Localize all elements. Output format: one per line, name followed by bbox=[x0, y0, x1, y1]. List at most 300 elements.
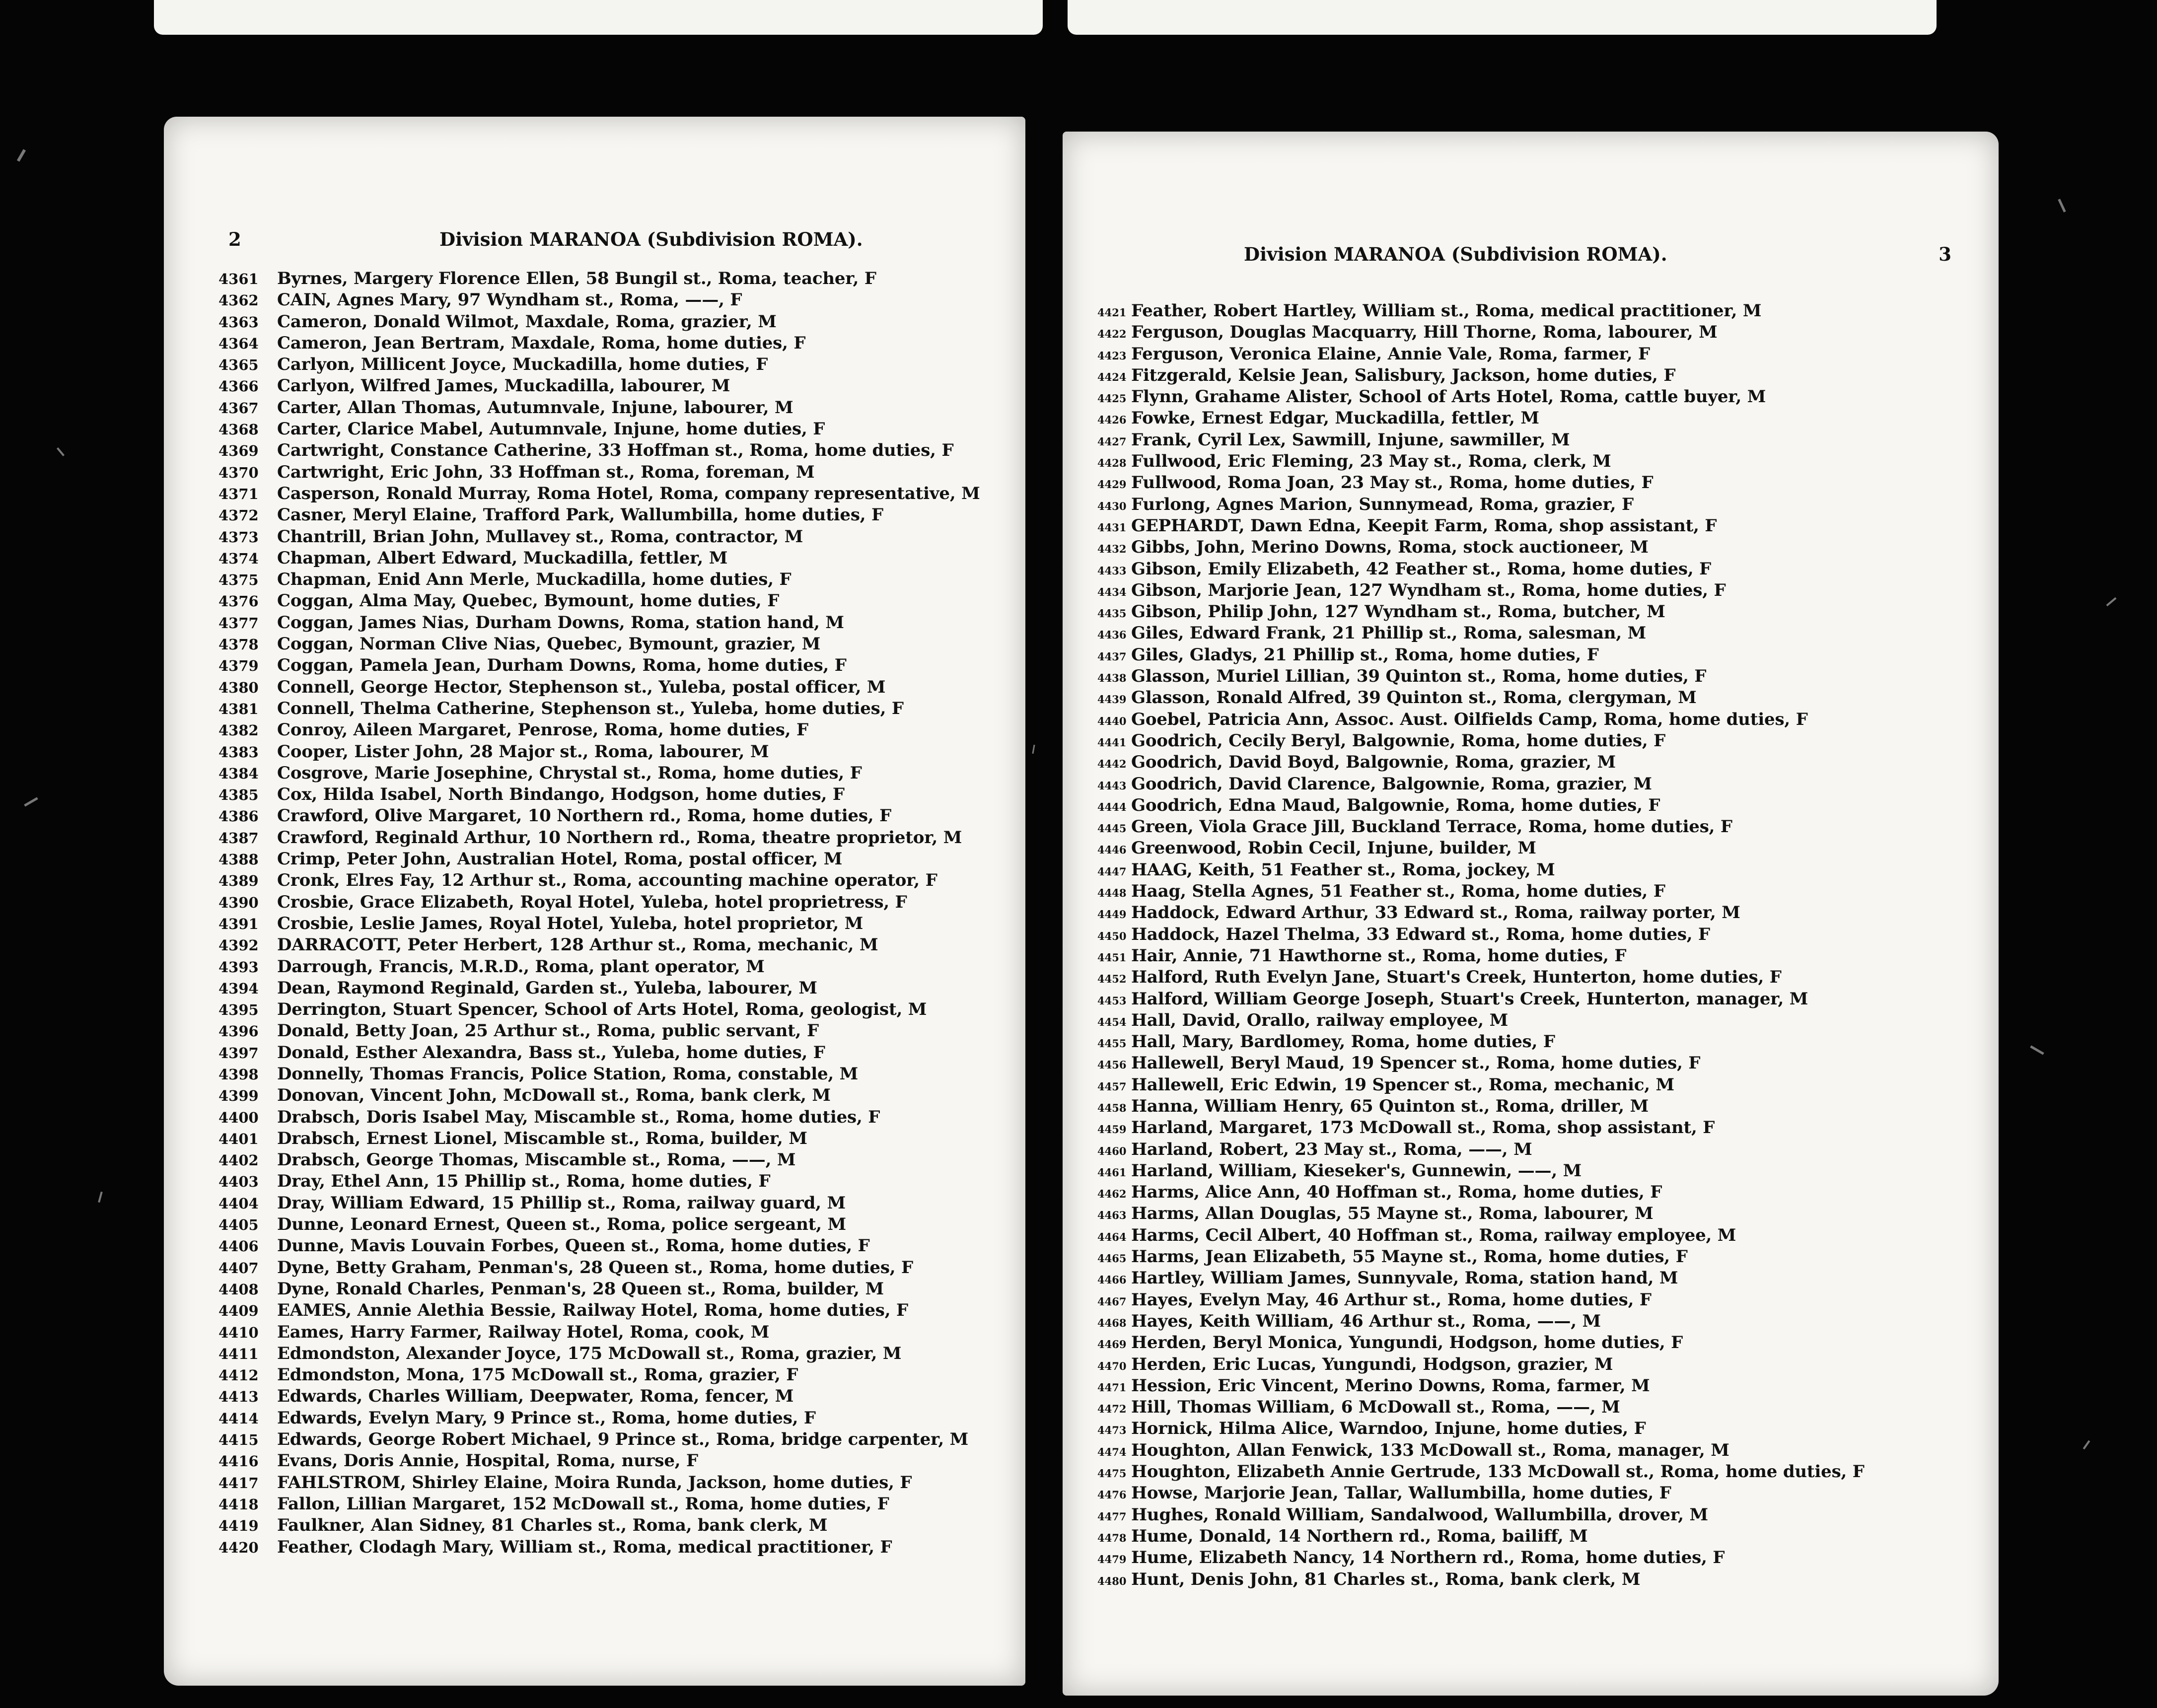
entry-number: 4392 bbox=[218, 937, 259, 954]
elector-entry bbox=[218, 590, 1006, 612]
elector-entry bbox=[1097, 365, 1979, 386]
elector-entry bbox=[1097, 1375, 1979, 1397]
entry-number: 4393 bbox=[218, 958, 259, 976]
entry-number: 4387 bbox=[218, 829, 259, 847]
entry-text: EAMES, Annie Alethia Bessie, Railway Hotel, Roma, home duties, F bbox=[277, 1300, 908, 1321]
top-page-edge-right bbox=[1068, 0, 1937, 35]
entry-number: 4384 bbox=[218, 765, 259, 782]
entry-number: 4474 bbox=[1097, 1445, 1127, 1458]
entry-number: 4389 bbox=[218, 872, 259, 890]
entry-number: 4409 bbox=[218, 1302, 259, 1320]
entry-text: Fullwood, Roma Joan, 23 May st., Roma, home duties, F bbox=[1131, 473, 1654, 493]
elector-entry bbox=[218, 892, 1006, 913]
elector-entry bbox=[1097, 1074, 1979, 1096]
entry-text: Ferguson, Veronica Elaine, Annie Vale, Roma, farmer, F bbox=[1131, 344, 1650, 364]
background-speck bbox=[24, 797, 38, 806]
elector-entry bbox=[1097, 1289, 1979, 1311]
entry-text: Coggan, Pamela Jean, Durham Downs, Roma, home duties, F bbox=[277, 655, 847, 676]
entry-number: 4428 bbox=[1097, 457, 1127, 470]
elector-entry bbox=[218, 419, 1006, 440]
entry-text: Hornick, Hilma Alice, Warndoo, Injune, home duties, F bbox=[1131, 1419, 1646, 1439]
entry-number: 4377 bbox=[218, 614, 259, 632]
entry-number: 4452 bbox=[1097, 973, 1127, 986]
entry-number: 4438 bbox=[1097, 672, 1127, 685]
elector-entry bbox=[1097, 580, 1979, 601]
elector-entry bbox=[218, 1085, 1006, 1106]
entry-text: Connell, George Hector, Stephenson st., Yuleba, postal officer, M bbox=[277, 677, 886, 697]
entry-text: Dunne, Leonard Ernest, Queen st., Roma, police sergeant, M bbox=[277, 1214, 846, 1235]
elector-entry bbox=[218, 1408, 1006, 1429]
entry-number: 4401 bbox=[218, 1130, 259, 1147]
entry-text: FAHLSTROM, Shirley Elaine, Moira Runda, Jackson, home duties, F bbox=[277, 1472, 912, 1493]
elector-entry bbox=[1097, 774, 1979, 795]
entry-text: Edmondston, Mona, 175 McDowall st., Roma, grazier, F bbox=[277, 1365, 798, 1385]
entry-text: Coggan, Norman Clive Nias, Quebec, Bymount, grazier, M bbox=[277, 634, 821, 654]
elector-entry bbox=[218, 934, 1006, 956]
entry-text: Harland, Margaret, 173 McDowall st., Roma, shop assistant, F bbox=[1131, 1118, 1715, 1138]
elector-entry bbox=[218, 1429, 1006, 1450]
elector-entry bbox=[218, 1515, 1006, 1536]
entry-text: Crawford, Olive Margaret, 10 Northern rd., Roma, home duties, F bbox=[277, 806, 892, 826]
entry-text: Hayes, Evelyn May, 46 Arthur st., Roma, home duties, F bbox=[1131, 1289, 1652, 1310]
elector-entry bbox=[218, 1257, 1006, 1279]
elector-entry bbox=[218, 440, 1006, 461]
entry-text: Hume, Donald, 14 Northern rd., Roma, bailiff, M bbox=[1131, 1526, 1588, 1546]
elector-entry bbox=[1097, 1096, 1979, 1117]
entry-number: 4473 bbox=[1097, 1424, 1127, 1437]
elector-entry bbox=[1097, 429, 1979, 451]
entry-number: 4388 bbox=[218, 851, 259, 868]
page-number: 3 bbox=[1939, 243, 1951, 265]
entry-number: 4422 bbox=[1097, 328, 1127, 341]
elector-entry bbox=[218, 719, 1006, 741]
entry-text: Conroy, Aileen Margaret, Penrose, Roma, home duties, F bbox=[277, 720, 808, 740]
elector-entry bbox=[218, 849, 1006, 870]
entry-text: Chapman, Enid Ann Merle, Muckadilla, home duties, F bbox=[277, 569, 791, 590]
entry-text: CAIN, Agnes Mary, 97 Wyndham st., Roma, ——, F bbox=[277, 290, 742, 310]
elector-entry bbox=[1097, 1160, 1979, 1182]
entry-text: Dray, William Edward, 15 Phillip st., Roma, railway guard, M bbox=[277, 1193, 846, 1213]
elector-entry bbox=[218, 1364, 1006, 1386]
entry-text: Fowke, Ernest Edgar, Muckadilla, fettler, M bbox=[1131, 408, 1539, 428]
entry-number: 4427 bbox=[1097, 435, 1127, 448]
right-page bbox=[1063, 132, 1999, 1696]
elector-entry bbox=[218, 311, 1006, 333]
entry-number: 4477 bbox=[1097, 1510, 1127, 1523]
entry-number: 4470 bbox=[1097, 1359, 1127, 1372]
elector-entry bbox=[218, 870, 1006, 891]
entry-number: 4434 bbox=[1097, 585, 1127, 598]
entry-number: 4469 bbox=[1097, 1338, 1127, 1351]
entry-text: Edwards, Evelyn Mary, 9 Prince st., Roma, home duties, F bbox=[277, 1408, 816, 1428]
entry-text: Harms, Allan Douglas, 55 Mayne st., Roma, labourer, M bbox=[1131, 1204, 1654, 1224]
entry-text: Crosbie, Leslie James, Royal Hotel, Yuleba, hotel proprietor, M bbox=[277, 913, 863, 933]
entry-number: 4432 bbox=[1097, 543, 1127, 556]
entry-number: 4430 bbox=[1097, 499, 1127, 512]
entry-text: Casperson, Ronald Murray, Roma Hotel, Roma, company representative, M bbox=[277, 483, 980, 503]
elector-entry bbox=[1097, 666, 1979, 687]
entry-text: Edmondston, Alexander Joyce, 175 McDowall st., Roma, grazier, M bbox=[277, 1343, 902, 1363]
entry-text: Hayes, Keith William, 46 Arthur st., Roma, ——, M bbox=[1131, 1311, 1601, 1331]
entry-number: 4373 bbox=[218, 528, 259, 546]
entry-number: 4465 bbox=[1097, 1252, 1127, 1265]
entry-text: Gibson, Marjorie Jean, 127 Wyndham st., Roma, home duties, F bbox=[1131, 580, 1726, 600]
entry-number: 4440 bbox=[1097, 714, 1127, 727]
entry-number: 4480 bbox=[1097, 1574, 1127, 1587]
elector-entry bbox=[1097, 1440, 1979, 1461]
entry-number: 4364 bbox=[218, 335, 259, 352]
entry-text: Haddock, Hazel Thelma, 33 Edward st., Roma, home duties, F bbox=[1131, 924, 1710, 944]
entry-number: 4437 bbox=[1097, 650, 1127, 663]
entry-number: 4445 bbox=[1097, 822, 1127, 835]
elector-entry bbox=[218, 913, 1006, 934]
background-speck bbox=[57, 447, 65, 456]
entry-number: 4363 bbox=[218, 313, 259, 331]
entry-number: 4404 bbox=[218, 1195, 259, 1212]
elector-entry bbox=[1097, 494, 1979, 515]
elector-entry bbox=[1097, 902, 1979, 924]
entry-text: Hill, Thomas William, 6 McDowall st., Roma, ——, M bbox=[1131, 1397, 1620, 1418]
background-speck bbox=[98, 1192, 103, 1203]
entry-number: 4479 bbox=[1097, 1553, 1127, 1566]
elector-entry bbox=[1097, 1139, 1979, 1160]
elector-entry bbox=[218, 1064, 1006, 1085]
background-speck bbox=[2058, 199, 2066, 212]
elector-entry bbox=[1097, 1397, 1979, 1418]
entry-number: 4429 bbox=[1097, 478, 1127, 491]
entry-text: HAAG, Keith, 51 Feather st., Roma, jockey, M bbox=[1131, 859, 1555, 880]
entry-text: Greenwood, Robin Cecil, Injune, builder, M bbox=[1131, 838, 1536, 858]
elector-entry bbox=[1097, 1246, 1979, 1268]
elector-entry bbox=[218, 1322, 1006, 1343]
entry-number: 4369 bbox=[218, 442, 259, 460]
entry-text: Herden, Eric Lucas, Yungundi, Hodgson, grazier, M bbox=[1131, 1354, 1613, 1374]
elector-entry bbox=[218, 289, 1006, 311]
entry-text: Houghton, Allan Fenwick, 133 McDowall st., Roma, manager, M bbox=[1131, 1440, 1729, 1460]
entry-number: 4421 bbox=[1097, 306, 1127, 319]
entry-number: 4436 bbox=[1097, 629, 1127, 641]
entry-text: Drabsch, George Thomas, Miscamble st., Roma, ——, M bbox=[277, 1150, 796, 1170]
entry-text: Cartwright, Constance Catherine, 33 Hoffman st., Roma, home duties, F bbox=[277, 440, 954, 461]
entry-text: Cosgrove, Marie Josephine, Chrystal st., Roma, home duties, F bbox=[277, 763, 862, 783]
elector-entry bbox=[218, 1193, 1006, 1214]
entry-number: 4431 bbox=[1097, 521, 1127, 534]
elector-entry bbox=[1097, 386, 1979, 408]
elector-entry bbox=[218, 1214, 1006, 1235]
entry-text: Dunne, Mavis Louvain Forbes, Queen st., Roma, home duties, F bbox=[277, 1236, 870, 1256]
elector-entry bbox=[218, 1472, 1006, 1494]
entry-text: Carlyon, Millicent Joyce, Muckadilla, home duties, F bbox=[277, 355, 768, 375]
elector-entry bbox=[1097, 300, 1979, 322]
entry-text: Harland, Robert, 23 May st., Roma, ——, M bbox=[1131, 1139, 1532, 1159]
entry-text: Edwards, George Robert Michael, 9 Prince st., Roma, bridge carpenter, M bbox=[277, 1429, 969, 1450]
elector-entry bbox=[1097, 1461, 1979, 1483]
entry-text: Dray, Ethel Ann, 15 Phillip st., Roma, home duties, F bbox=[277, 1171, 771, 1192]
elector-entry bbox=[218, 1149, 1006, 1171]
background-speck bbox=[2030, 1045, 2044, 1055]
entry-text: Fullwood, Eric Fleming, 23 May st., Roma, clerk, M bbox=[1131, 451, 1611, 472]
elector-entry bbox=[218, 397, 1006, 419]
page-title: Division MARANOA (Subdivision ROMA). bbox=[439, 228, 863, 250]
entry-number: 4371 bbox=[218, 485, 259, 502]
entry-number: 4458 bbox=[1097, 1101, 1127, 1114]
entry-text: Goodrich, Edna Maud, Balgownie, Roma, home duties, F bbox=[1131, 795, 1660, 815]
elector-entry bbox=[218, 1171, 1006, 1192]
page-header bbox=[164, 228, 1025, 258]
entry-number: 4403 bbox=[218, 1173, 259, 1191]
entry-text: Carlyon, Wilfred James, Muckadilla, labourer, M bbox=[277, 376, 730, 396]
entry-text: Giles, Gladys, 21 Phillip st., Roma, home duties, F bbox=[1131, 644, 1599, 665]
entry-text: Hunt, Denis John, 81 Charles st., Roma, bank clerk, M bbox=[1131, 1569, 1641, 1589]
elector-entry bbox=[1097, 687, 1979, 709]
elector-entry bbox=[218, 375, 1006, 397]
elector-entry bbox=[1097, 537, 1979, 558]
entry-text: Crimp, Peter John, Australian Hotel, Roma, postal officer, M bbox=[277, 849, 843, 869]
entry-text: Haag, Stella Agnes, 51 Feather st., Roma, home duties, F bbox=[1131, 881, 1665, 902]
entry-text: Fallon, Lillian Margaret, 152 McDowall st., Roma, home duties, F bbox=[277, 1494, 889, 1514]
entry-text: Cameron, Jean Bertram, Maxdale, Roma, home duties, F bbox=[277, 333, 806, 353]
entry-text: Hume, Elizabeth Nancy, 14 Northern rd., Roma, home duties, F bbox=[1131, 1548, 1725, 1568]
entry-number: 4466 bbox=[1097, 1274, 1127, 1286]
entry-text: Houghton, Elizabeth Annie Gertrude, 133 McDowall st., Roma, home duties, F bbox=[1131, 1462, 1865, 1482]
entry-text: Hartley, William James, Sunnyvale, Roma, station hand, M bbox=[1131, 1268, 1678, 1288]
elector-entry bbox=[218, 1494, 1006, 1515]
entry-text: Faulkner, Alan Sidney, 81 Charles st., Roma, bank clerk, M bbox=[277, 1515, 828, 1536]
entry-text: Herden, Beryl Monica, Yungundi, Hodgson, home duties, F bbox=[1131, 1333, 1683, 1353]
entry-number: 4415 bbox=[218, 1431, 259, 1449]
elector-entry bbox=[1097, 322, 1979, 343]
entry-text: Derrington, Stuart Spencer, School of Arts Hotel, Roma, geologist, M bbox=[277, 999, 927, 1020]
entry-number: 4478 bbox=[1097, 1531, 1127, 1544]
elector-entry bbox=[1097, 838, 1979, 859]
entry-text: Furlong, Agnes Marion, Sunnymead, Roma, grazier, F bbox=[1131, 494, 1634, 514]
entry-number: 4362 bbox=[218, 292, 259, 309]
elector-entry bbox=[1097, 1354, 1979, 1375]
elector-entry bbox=[1097, 1418, 1979, 1439]
elector-entry bbox=[1097, 1053, 1979, 1074]
entry-text: Drabsch, Doris Isabel May, Miscamble st., Roma, home duties, F bbox=[277, 1107, 880, 1127]
entry-text: Goebel, Patricia Ann, Assoc. Aust. Oilfields Camp, Roma, home duties, F bbox=[1131, 709, 1808, 729]
entry-number: 4394 bbox=[218, 980, 259, 997]
entry-text: Glasson, Muriel Lillian, 39 Quinton st., Roma, home duties, F bbox=[1131, 666, 1707, 687]
elector-entry bbox=[218, 462, 1006, 483]
elector-entry bbox=[218, 827, 1006, 849]
entry-number: 4419 bbox=[218, 1517, 259, 1535]
entry-number: 4423 bbox=[1097, 349, 1127, 362]
elector-entry bbox=[1097, 795, 1979, 816]
elector-entry bbox=[1097, 1526, 1979, 1547]
elector-entry bbox=[1097, 1569, 1979, 1590]
entry-text: Cartwright, Eric John, 33 Hoffman st., Roma, foreman, M bbox=[277, 462, 815, 482]
entry-text: Gibson, Philip John, 127 Wyndham st., Roma, butcher, M bbox=[1131, 602, 1665, 622]
entry-number: 4372 bbox=[218, 507, 259, 524]
entry-number: 4461 bbox=[1097, 1166, 1127, 1179]
elector-entry bbox=[1097, 1311, 1979, 1332]
background-speck bbox=[1032, 745, 1035, 754]
entry-text: Carter, Clarice Mabel, Autumnvale, Injune, home duties, F bbox=[277, 419, 825, 439]
elector-entry bbox=[1097, 730, 1979, 752]
entry-number: 4448 bbox=[1097, 887, 1127, 900]
entry-number: 4464 bbox=[1097, 1230, 1127, 1243]
entry-text: GEPHARDT, Dawn Edna, Keepit Farm, Roma, shop assistant, F bbox=[1131, 515, 1717, 536]
elector-entry bbox=[218, 698, 1006, 719]
entry-text: Coggan, James Nias, Durham Downs, Roma, station hand, M bbox=[277, 612, 844, 633]
entry-number: 4425 bbox=[1097, 392, 1127, 405]
elector-entry bbox=[218, 655, 1006, 676]
entry-number: 4386 bbox=[218, 808, 259, 825]
entry-number: 4418 bbox=[218, 1495, 259, 1513]
elector-entry bbox=[218, 1107, 1006, 1128]
elector-entry bbox=[1097, 924, 1979, 945]
elector-entry bbox=[1097, 1547, 1979, 1568]
entry-text: Gibbs, John, Merino Downs, Roma, stock auctioneer, M bbox=[1131, 537, 1649, 558]
entry-text: Goodrich, Cecily Beryl, Balgownie, Roma, home duties, F bbox=[1131, 730, 1666, 751]
entry-text: Harms, Jean Elizabeth, 55 Mayne st., Roma, home duties, F bbox=[1131, 1247, 1688, 1267]
elector-entry bbox=[1097, 881, 1979, 902]
elector-entry bbox=[1097, 1182, 1979, 1203]
entry-number: 4379 bbox=[218, 657, 259, 675]
entry-number: 4467 bbox=[1097, 1295, 1127, 1308]
entry-text: Halford, Ruth Evelyn Jane, Stuart's Creek, Hunterton, home duties, F bbox=[1131, 967, 1782, 988]
entry-number: 4414 bbox=[218, 1410, 259, 1427]
elector-entry bbox=[218, 1020, 1006, 1042]
entry-number: 4456 bbox=[1097, 1059, 1127, 1071]
elector-entry bbox=[1097, 945, 1979, 967]
elector-entry bbox=[218, 612, 1006, 634]
top-page-edge-left bbox=[154, 0, 1043, 35]
elector-entry bbox=[1097, 1483, 1979, 1504]
entry-number: 4366 bbox=[218, 378, 259, 395]
elector-entry bbox=[218, 1300, 1006, 1321]
entry-number: 4463 bbox=[1097, 1209, 1127, 1222]
elector-entry bbox=[218, 978, 1006, 999]
entry-text: Frank, Cyril Lex, Sawmill, Injune, sawmiller, M bbox=[1131, 429, 1570, 450]
entry-number: 4444 bbox=[1097, 800, 1127, 813]
entry-number: 4460 bbox=[1097, 1144, 1127, 1157]
entry-number: 4435 bbox=[1097, 607, 1127, 620]
entry-number: 4476 bbox=[1097, 1489, 1127, 1501]
entry-text: Cronk, Elres Fay, 12 Arthur st., Roma, accounting machine operator, F bbox=[277, 870, 937, 891]
entry-text: Chantrill, Brian John, Mullavey st., Roma, contractor, M bbox=[277, 526, 803, 547]
entry-number: 4446 bbox=[1097, 844, 1127, 856]
entry-text: Hair, Annie, 71 Hawthorne st., Roma, home duties, F bbox=[1131, 945, 1627, 966]
entry-number: 4367 bbox=[218, 399, 259, 417]
elector-entry bbox=[1097, 989, 1979, 1010]
entry-number: 4361 bbox=[218, 271, 259, 287]
entry-number: 4424 bbox=[1097, 370, 1127, 383]
entry-text: Green, Viola Grace Jill, Buckland Terrace, Roma, home duties, F bbox=[1131, 817, 1732, 837]
entry-text: Glasson, Ronald Alfred, 39 Quinton st., Roma, clergyman, M bbox=[1131, 688, 1697, 708]
entry-text: Harms, Alice Ann, 40 Hoffman st., Roma, home duties, F bbox=[1131, 1182, 1662, 1203]
elector-entry bbox=[218, 526, 1006, 548]
entry-number: 4385 bbox=[218, 786, 259, 804]
entry-number: 4420 bbox=[218, 1539, 259, 1556]
entry-number: 4408 bbox=[218, 1281, 259, 1298]
page-number: 2 bbox=[228, 228, 241, 250]
elector-entry bbox=[218, 1343, 1006, 1364]
entry-number: 4405 bbox=[218, 1216, 259, 1234]
elector-entry bbox=[1097, 623, 1979, 644]
entry-number: 4441 bbox=[1097, 736, 1127, 749]
elector-entry bbox=[1097, 967, 1979, 988]
elector-entry bbox=[218, 677, 1006, 698]
elector-entry bbox=[1097, 1504, 1979, 1526]
left-page bbox=[164, 117, 1025, 1686]
entry-text: Donovan, Vincent John, McDowall st., Roma, bank clerk, M bbox=[277, 1085, 831, 1106]
elector-entry bbox=[1097, 1117, 1979, 1139]
entry-number: 4412 bbox=[218, 1367, 259, 1384]
elector-entry bbox=[1097, 408, 1979, 429]
entry-text: Hall, Mary, Bardlomey, Roma, home duties, F bbox=[1131, 1032, 1555, 1052]
entry-number: 4375 bbox=[218, 571, 259, 589]
entry-number: 4381 bbox=[218, 700, 259, 717]
entry-number: 4370 bbox=[218, 464, 259, 481]
elector-entry bbox=[218, 1386, 1006, 1407]
elector-entry bbox=[218, 1537, 1006, 1558]
entry-number: 4390 bbox=[218, 894, 259, 911]
entry-number: 4459 bbox=[1097, 1123, 1127, 1136]
elector-entry bbox=[218, 1279, 1006, 1300]
page-title: Division MARANOA (Subdivision ROMA). bbox=[1244, 243, 1667, 265]
entry-number: 4402 bbox=[218, 1152, 259, 1169]
entry-number: 4443 bbox=[1097, 779, 1127, 792]
entry-number: 4378 bbox=[218, 636, 259, 653]
elector-entry bbox=[1097, 816, 1979, 838]
elector-entry bbox=[218, 999, 1006, 1020]
entry-text: Connell, Thelma Catherine, Stephenson st., Yuleba, home duties, F bbox=[277, 698, 904, 718]
entry-number: 4472 bbox=[1097, 1403, 1127, 1416]
entry-number: 4450 bbox=[1097, 929, 1127, 942]
entry-text: Dean, Raymond Reginald, Garden st., Yuleba, labourer, M bbox=[277, 978, 817, 998]
entry-text: Hall, David, Orallo, railway employee, M bbox=[1131, 1010, 1509, 1030]
entry-text: Edwards, Charles William, Deepwater, Roma, fencer, M bbox=[277, 1386, 794, 1407]
entry-number: 4398 bbox=[218, 1066, 259, 1083]
elector-entry bbox=[218, 763, 1006, 784]
entry-number: 4383 bbox=[218, 743, 259, 761]
entry-text: Cameron, Donald Wilmot, Maxdale, Roma, grazier, M bbox=[277, 311, 777, 332]
entry-text: Goodrich, David Clarence, Balgownie, Roma, grazier, M bbox=[1131, 774, 1652, 794]
entry-text: Cox, Hilda Isabel, North Bindango, Hodgson, home duties, F bbox=[277, 784, 845, 805]
entry-text: Hanna, William Henry, 65 Quinton st., Roma, driller, M bbox=[1131, 1096, 1649, 1116]
elector-list bbox=[1097, 300, 1979, 1590]
entry-number: 4433 bbox=[1097, 564, 1127, 577]
entry-number: 4411 bbox=[218, 1345, 259, 1362]
entry-text: Eames, Harry Farmer, Railway Hotel, Roma, cook, M bbox=[277, 1322, 770, 1342]
entry-text: Donald, Betty Joan, 25 Arthur st., Roma, public servant, F bbox=[277, 1021, 819, 1041]
elector-entry bbox=[1097, 1031, 1979, 1053]
entry-number: 4399 bbox=[218, 1087, 259, 1105]
entry-text: Casner, Meryl Elaine, Trafford Park, Wallumbilla, home duties, F bbox=[277, 505, 883, 525]
entry-text: Haddock, Edward Arthur, 33 Edward st., Roma, railway porter, M bbox=[1131, 903, 1740, 923]
elector-entry bbox=[218, 784, 1006, 805]
entry-text: Halford, William George Joseph, Stuart's Creek, Hunterton, manager, M bbox=[1131, 989, 1808, 1009]
entry-text: Crosbie, Grace Elizabeth, Royal Hotel, Yuleba, hotel proprietress, F bbox=[277, 892, 907, 912]
elector-entry bbox=[1097, 752, 1979, 773]
elector-entry bbox=[218, 956, 1006, 978]
elector-entry bbox=[1097, 601, 1979, 623]
entry-number: 4462 bbox=[1097, 1188, 1127, 1201]
entry-text: Feather, Robert Hartley, William st., Roma, medical practitioner, M bbox=[1131, 301, 1762, 321]
entry-number: 4468 bbox=[1097, 1316, 1127, 1329]
entry-number: 4439 bbox=[1097, 693, 1127, 706]
entry-number: 4397 bbox=[218, 1044, 259, 1062]
elector-entry bbox=[218, 1128, 1006, 1149]
elector-entry bbox=[1097, 559, 1979, 580]
elector-list bbox=[218, 268, 1006, 1558]
entry-text: Hallewell, Beryl Maud, 19 Spencer st., Roma, home duties, F bbox=[1131, 1053, 1701, 1073]
elector-entry bbox=[1097, 1268, 1979, 1289]
entry-number: 4380 bbox=[218, 679, 259, 696]
